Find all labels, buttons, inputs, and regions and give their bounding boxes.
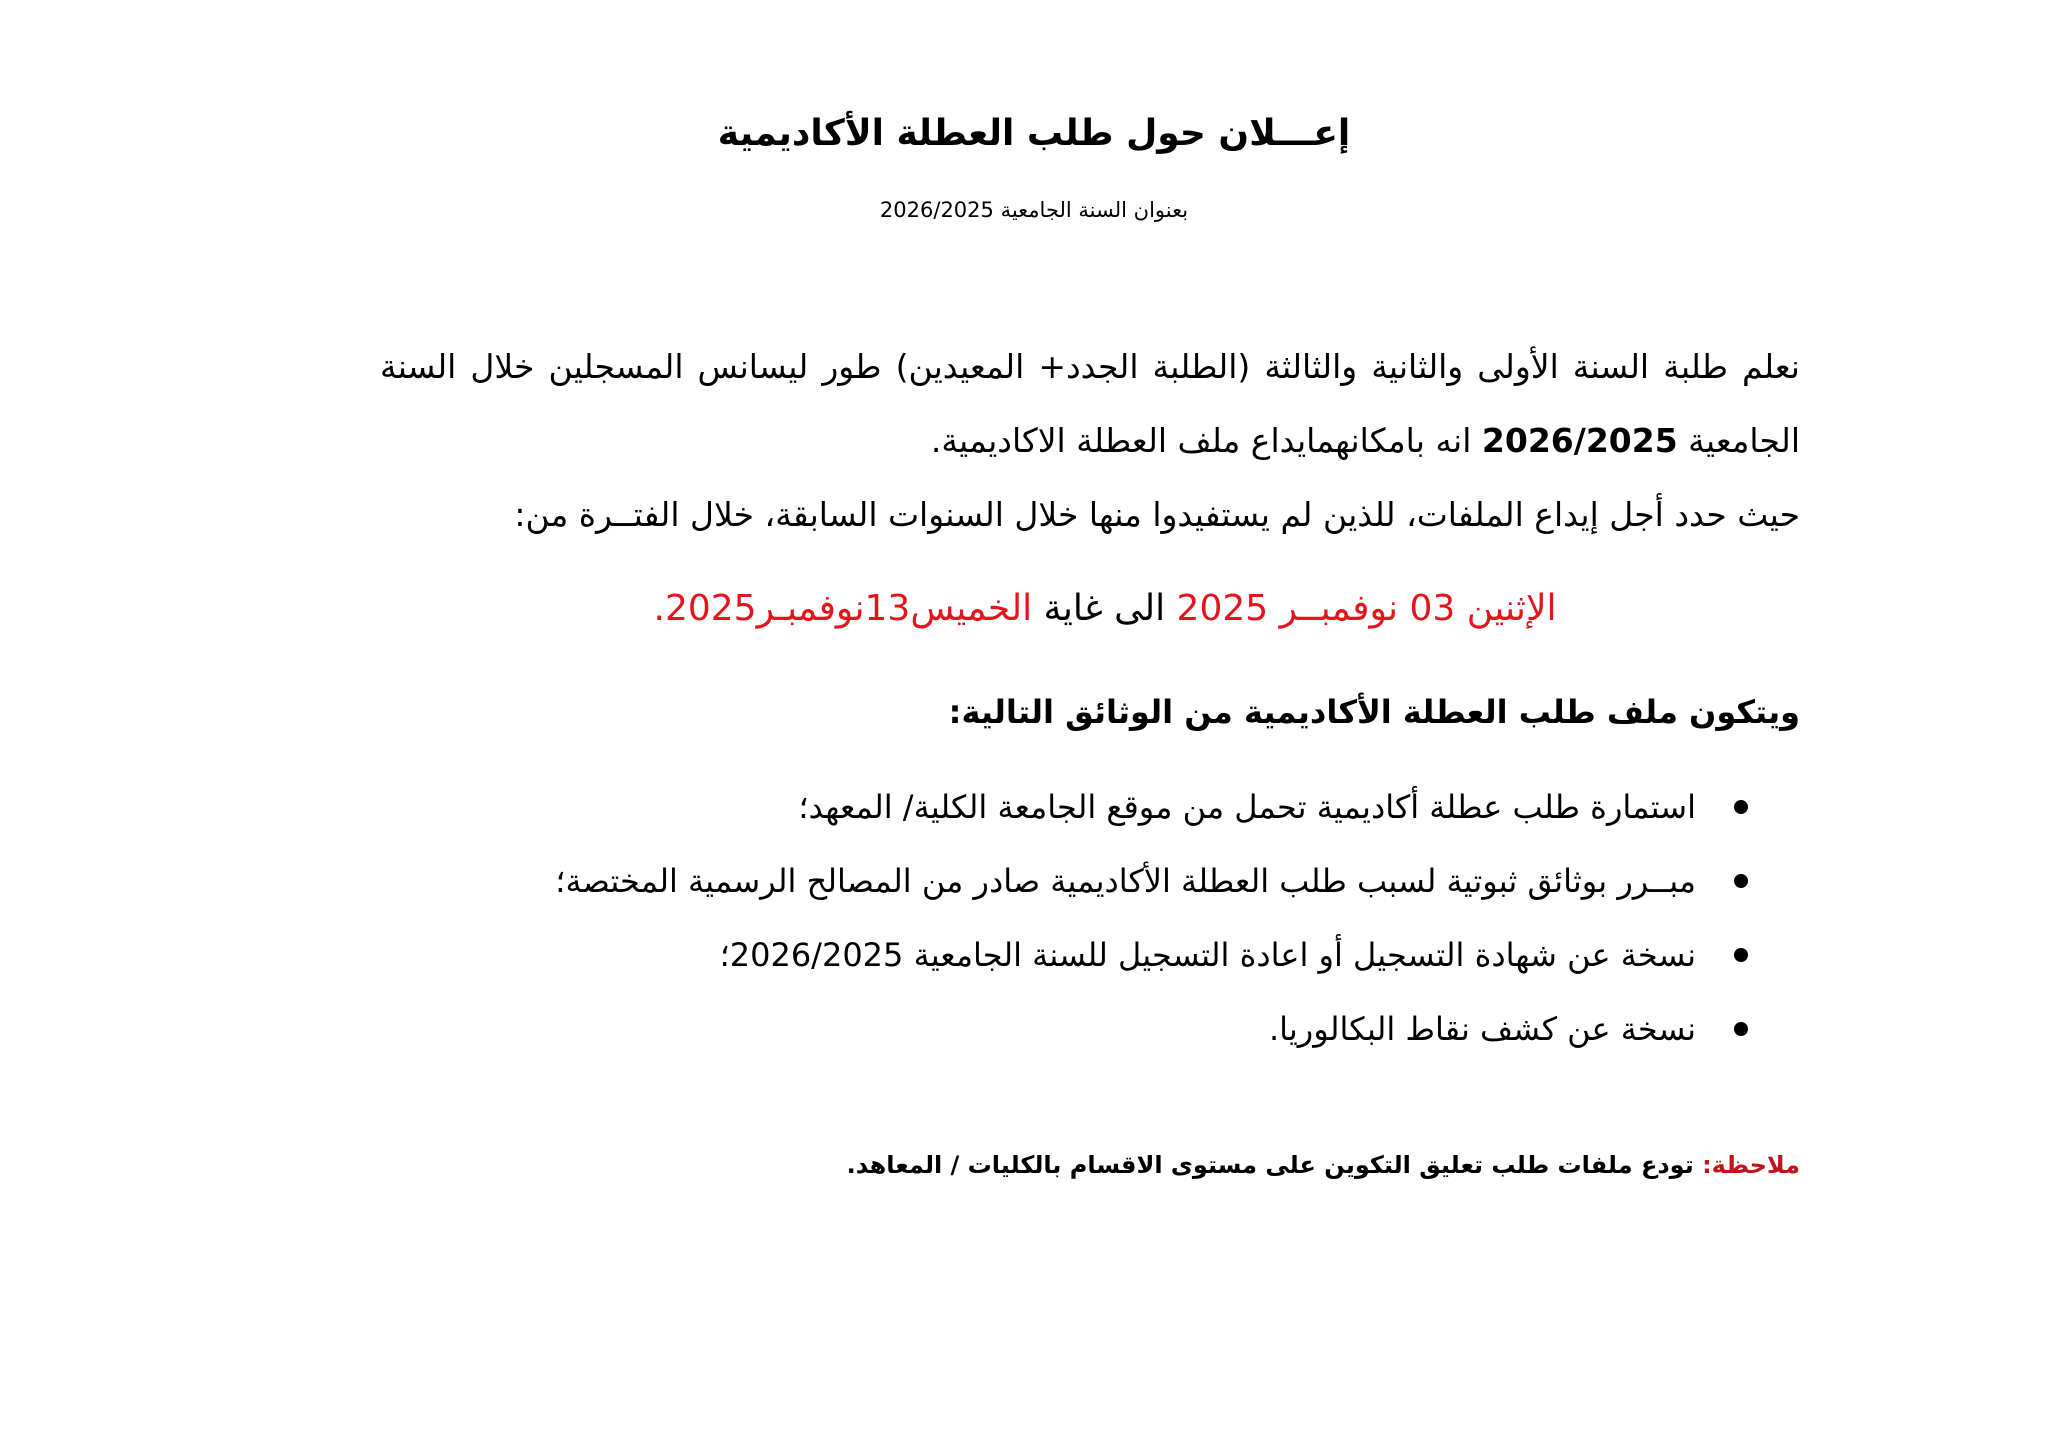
note-paragraph <box>380 1140 1800 1190</box>
bullet-icon <box>1734 1022 1748 1036</box>
announcement-title: إعـــلان حول طلب العطلة الأكاديمية <box>717 113 1351 154</box>
list-item-text: نسخة عن شهادة التسجيل أو اعادة التسجيل للسنة الجامعية 2026/2025؛ <box>719 936 1696 974</box>
intro-academic-year: 2026/2025 <box>1481 421 1678 460</box>
intro-line-2 <box>380 404 1800 478</box>
period-start-date: الإثنين 03 نوفمبــر 2025 <box>1176 588 1557 629</box>
submission-period <box>380 574 1800 644</box>
list-item <box>348 770 1748 844</box>
period-connector: الى غاية <box>1043 588 1166 629</box>
list-item-text: نسخة عن كشف نقاط البكالوريا. <box>1268 1010 1696 1048</box>
intro-paragraph <box>380 330 1800 552</box>
period-end-date: الخميس13نوفمبـر2025. <box>653 588 1033 629</box>
intro-line-2-suffix: انه بامكانهمايداع ملف العطلة الاكاديمية. <box>930 421 1472 460</box>
bullet-icon <box>1734 948 1748 962</box>
note-text: تودع ملفات طلب تعليق التكوين على مستوى الاقسام بالكليات / المعاهد. <box>846 1151 1703 1179</box>
list-item <box>348 844 1748 918</box>
list-item-text: مبــرر بوثائق ثبوتية لسبب طلب العطلة الأكاديمية صادر من المصالح الرسمية المختصة؛ <box>555 862 1696 900</box>
list-item <box>348 918 1748 992</box>
academic-year-subtitle: بعنوان السنة الجامعية 2026/2025 <box>879 198 1189 222</box>
required-documents-heading: ويتكون ملف طلب العطلة الأكاديمية من الوثائق التالية: <box>948 693 1800 731</box>
intro-line-1: نعلم طلبة السنة الأولى والثانية والثالثة (الطلبة الجدد+ المعيدين) طور ليسانس المسجلين خلال السنة <box>380 347 1800 386</box>
intro-line-2-prefix: الجامعية <box>1688 421 1800 460</box>
required-documents-list <box>348 770 1748 1066</box>
list-item <box>348 992 1748 1066</box>
intro-line-3: حيث حدد أجل إيداع الملفات، للذين لم يستفيدوا منها خلال السنوات السابقة، خلال الفتــرة من: <box>514 495 1800 534</box>
list-item-text: استمارة طلب عطلة أكاديمية تحمل من موقع الجامعة الكلية/ المعهد؛ <box>798 788 1696 826</box>
bullet-icon <box>1734 800 1748 814</box>
bullet-icon <box>1734 874 1748 888</box>
note-label: ملاحظة: <box>1702 1151 1800 1179</box>
